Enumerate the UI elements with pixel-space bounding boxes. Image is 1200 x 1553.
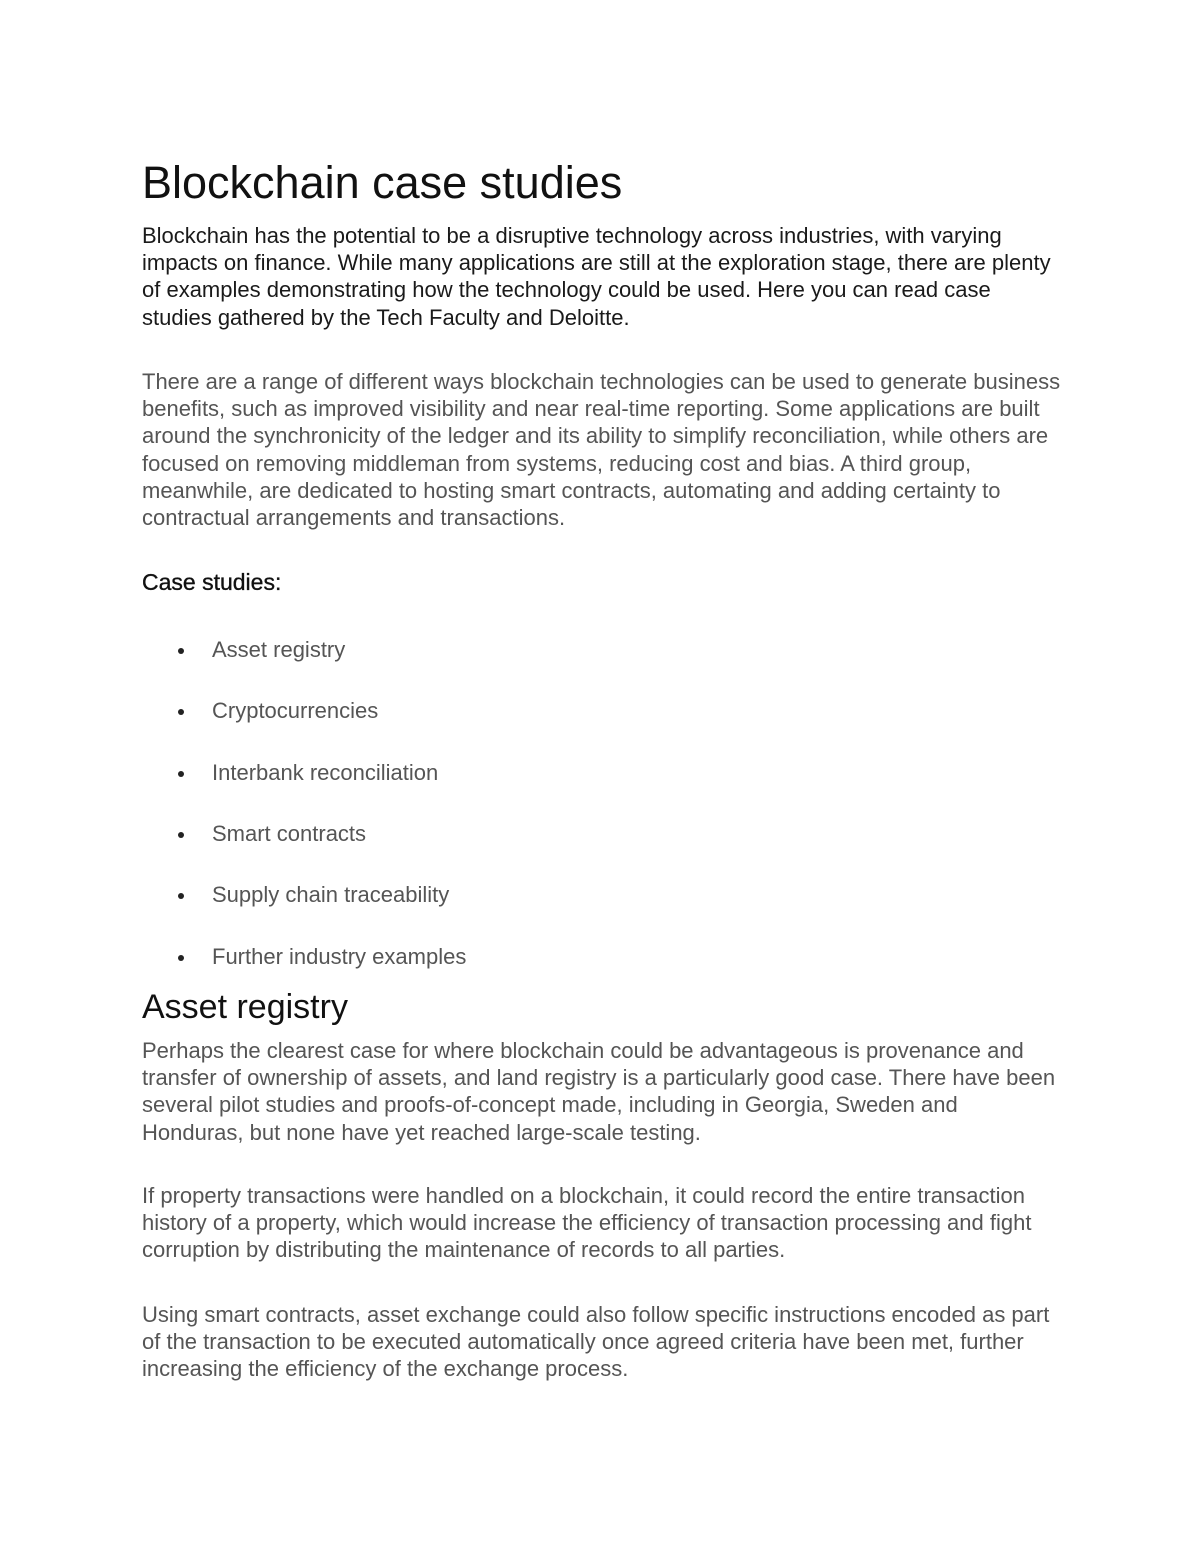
intro-paragraph: There are a range of different ways blockchain technologies can be used to generate business benefits, such as improved visibility and near real-time reporting. Some applications are built around the synchronicity of the ledger and its ability to simplify reconciliation, while others are focused on removing middleman from systems, reducing cost and bias. A third group, meanwhile, are dedicated to hosting smart contracts, automating and adding certainty to contractual arrangements and transactions. bbox=[142, 369, 1061, 531]
intro-paragraph: Blockchain has the potential to be a disruptive technology across industries, with varying impacts on finance. While many applications are still at the exploration stage, there are plenty of examples demonstrating how the technology could be used. Here you can read case studies gathered by the Tech Faculty and Deloitte. bbox=[142, 223, 1051, 330]
bullet-icon bbox=[178, 832, 184, 838]
section-title: Asset registry bbox=[142, 988, 348, 1026]
page-title: Blockchain case studies bbox=[142, 157, 623, 208]
list-item-label: Cryptocurrencies bbox=[212, 698, 379, 723]
list-item-label: Supply chain traceability bbox=[212, 882, 450, 907]
section-paragraph: Perhaps the clearest case for where blockchain could be advantageous is provenance and transfer of ownership of assets, and land registry is a particularly good case. There have been several pilot studies and proofs-of-concept made, including in Georgia, Sweden and Honduras, but none have yet reached large-scale testing. bbox=[142, 1038, 1056, 1145]
list-item-label: Smart contracts bbox=[212, 821, 367, 846]
bullet-icon bbox=[178, 893, 184, 899]
case-studies-heading: Case studies: bbox=[142, 569, 282, 595]
bullet-icon bbox=[178, 709, 184, 715]
bullet-icon bbox=[178, 648, 184, 654]
bullet-icon bbox=[178, 771, 184, 777]
bullet-icon bbox=[178, 955, 184, 961]
list-item-label: Further industry examples bbox=[212, 944, 467, 969]
section-paragraph: Using smart contracts, asset exchange could also follow specific instructions encoded as part of the transaction to be executed automatically once agreed criteria have been met, further increasing the efficiency of the exchange process. bbox=[142, 1302, 1050, 1382]
list-item-label: Interbank reconciliation bbox=[212, 760, 439, 785]
section-paragraph: If property transactions were handled on a blockchain, it could record the entire transaction history of a property, which would increase the efficiency of transaction processing and fight corruption by distributing the maintenance of records to all parties. bbox=[142, 1183, 1032, 1263]
list-item-label: Asset registry bbox=[212, 637, 346, 662]
